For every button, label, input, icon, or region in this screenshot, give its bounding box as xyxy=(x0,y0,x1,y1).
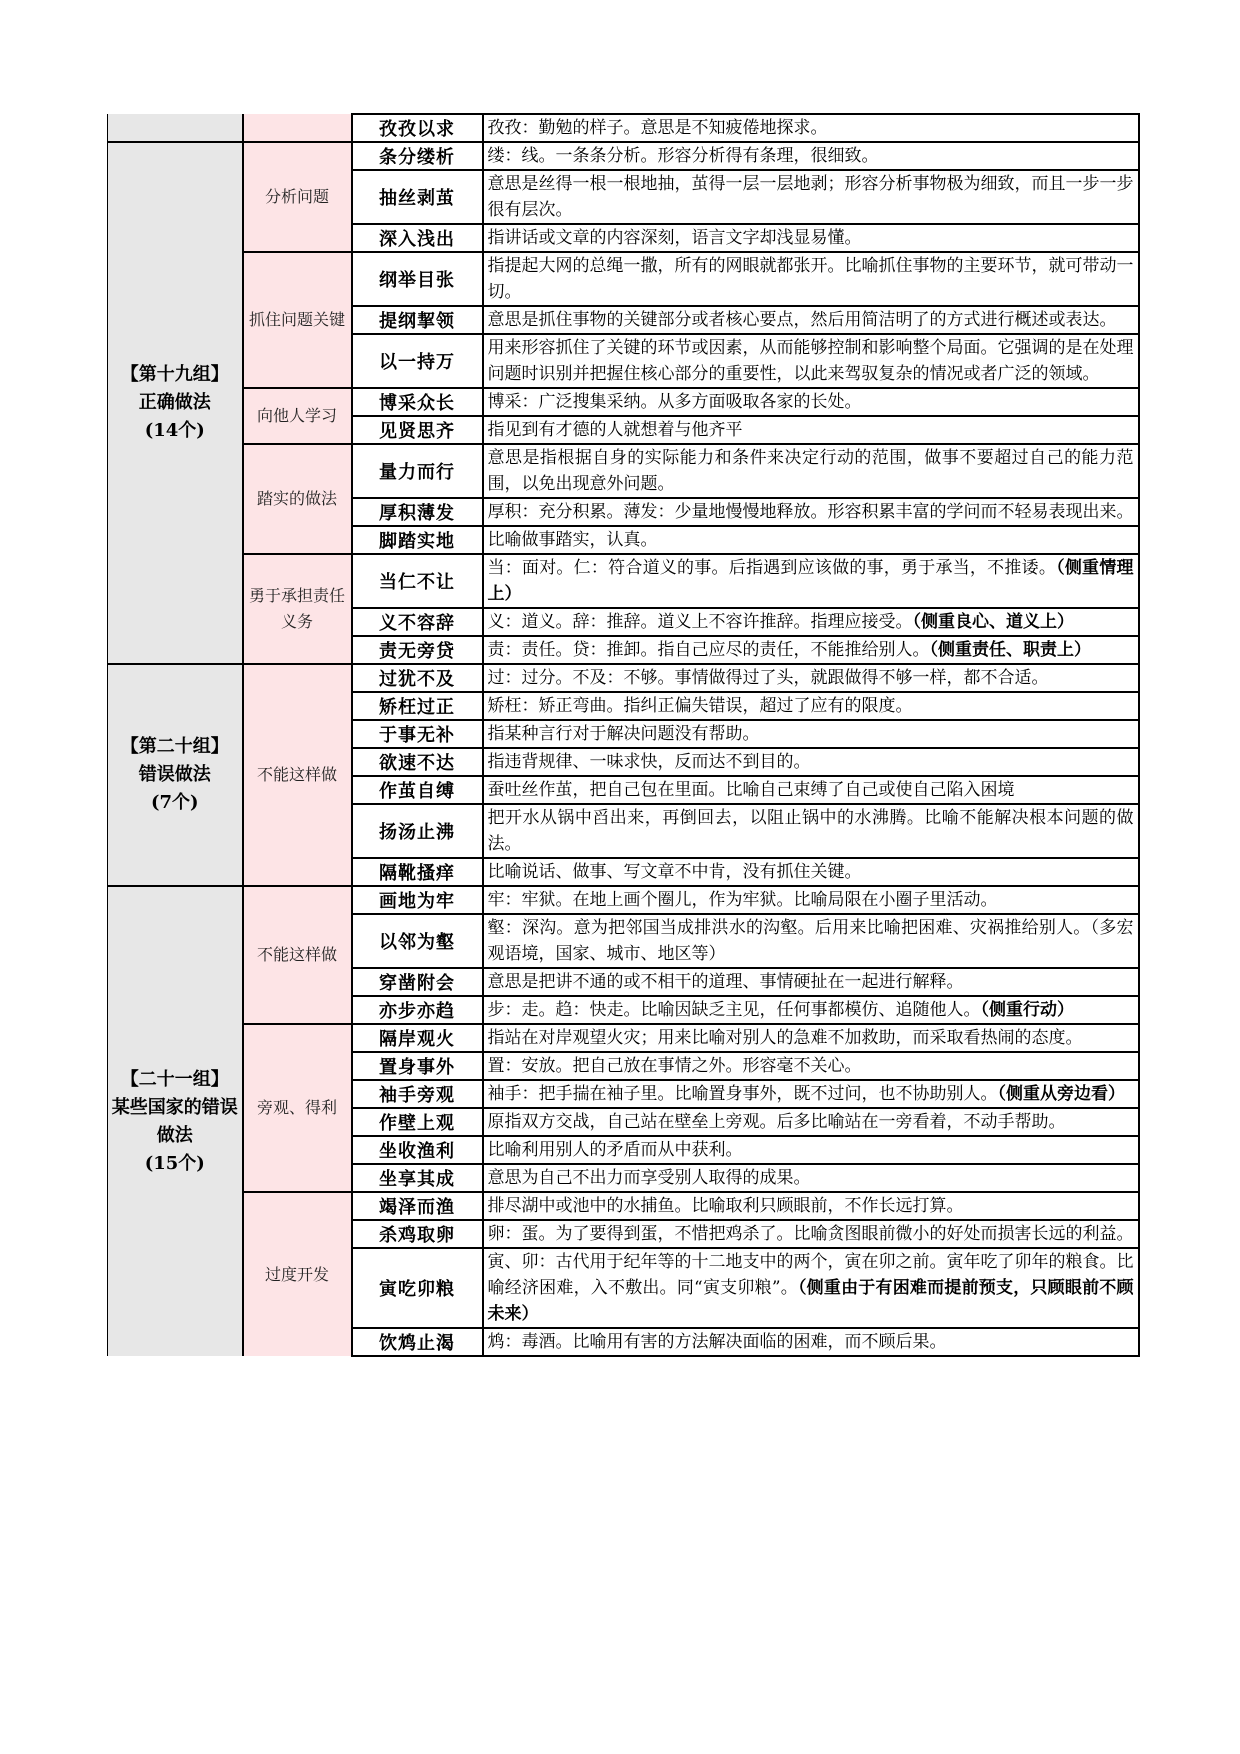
description-cell xyxy=(483,498,1139,526)
group-count: (15个) xyxy=(144,1152,205,1174)
group-cell xyxy=(108,114,243,142)
idiom-cell: 置身事外 xyxy=(352,1052,483,1080)
description-text: 比喻说话、做事、写文章不中肯，没有抓住关键。 xyxy=(487,862,862,882)
description-text: 袖手：把手揣在袖子里。比喻置身事外，既不过问，也不协助别人。 xyxy=(487,1084,998,1104)
description-text: 寅、卯：古代用于纪年等的十二地支中的两个，寅在卯之前。寅年吃了卯年的粮食。比喻经济困难，入不敷出。同“寅支卯粮”。 xyxy=(487,1252,1134,1298)
subcategory-cell: 踏实的做法 xyxy=(243,444,352,554)
idiom-cell: 量力而行 xyxy=(352,444,483,498)
idiom-cell: 于事无补 xyxy=(352,720,483,748)
idiom-cell: 孜孜以求 xyxy=(352,114,483,142)
description-text: 指某种言行对于解决问题没有帮助。 xyxy=(487,724,760,744)
description-cell xyxy=(483,968,1139,996)
description-cell xyxy=(483,608,1139,636)
description-cell xyxy=(483,334,1139,388)
description-cell xyxy=(483,388,1139,416)
idiom-cell: 亦步亦趋 xyxy=(352,996,483,1024)
description-text: 蚕吐丝作茧，把自己包在里面。比喻自己束缚了自己或使自己陷入困境 xyxy=(487,780,1015,800)
description-cell xyxy=(483,416,1139,444)
description-cell xyxy=(483,776,1139,804)
description-cell xyxy=(483,1164,1139,1192)
idiom-cell: 寅吃卯粮 xyxy=(352,1248,483,1328)
description-text: 指见到有才德的人就想着与他齐平 xyxy=(487,420,743,440)
subcategory-cell: 旁观、得利 xyxy=(243,1024,352,1192)
idiom-cell: 博采众长 xyxy=(352,388,483,416)
description-cell xyxy=(483,914,1139,968)
description-text: 比喻做事踏实，认真。 xyxy=(487,530,658,550)
table-row xyxy=(108,444,1139,498)
table-row xyxy=(108,114,1139,142)
description-text: 指讲话或文章的内容深刻，语言文字却浅显易懂。 xyxy=(487,228,862,248)
description-cell xyxy=(483,996,1139,1024)
group-title: 【第二十组】 xyxy=(120,736,229,757)
description-emphasis: （侧重由于有困难而提前预支，只顾眼前不顾未来） xyxy=(487,1278,1134,1324)
description-text: 鸩：毒酒。比喻用有害的方法解决面临的困难，而不顾后果。 xyxy=(487,1332,947,1352)
idiom-table-body xyxy=(108,114,1139,1356)
description-text: 步：走。趋：快走。比喻因缺乏主见，任何事都模仿、追随他人。 xyxy=(487,1000,981,1020)
description-cell xyxy=(483,886,1139,914)
table-row xyxy=(108,1024,1139,1052)
idiom-cell: 见贤思齐 xyxy=(352,416,483,444)
description-emphasis: （侧重情理上） xyxy=(487,558,1134,604)
description-cell xyxy=(483,804,1139,858)
description-text: 意思是抓住事物的关键部分或者核心要点，然后用简洁明了的方式进行概述或表达。 xyxy=(487,310,1117,330)
idiom-cell: 纲举目张 xyxy=(352,252,483,306)
group-count: (7个) xyxy=(150,792,199,813)
description-cell xyxy=(483,1328,1139,1356)
idiom-cell: 条分缕析 xyxy=(352,142,483,170)
description-text: 厚积：充分积累。薄发：少量地慢慢地释放。形容积累丰富的学问而不轻易表现出来。 xyxy=(487,502,1134,522)
idiom-cell: 过犹不及 xyxy=(352,664,483,692)
subcategory-cell: 不能这样做 xyxy=(243,886,352,1024)
description-cell xyxy=(483,1108,1139,1136)
group-cell xyxy=(108,886,243,1356)
subcategory-cell: 过度开发 xyxy=(243,1192,352,1356)
description-text: 置：安放。把自己放在事情之外。形容毫不关心。 xyxy=(487,1056,862,1076)
description-text: 用来形容抓住了关键的环节或因素，从而能够控制和影响整个局面。它强调的是在处理问题时识别并把握住核心部分的重要性，以此来驾驭复杂的情况或者广泛的领域。 xyxy=(487,338,1134,384)
description-cell xyxy=(483,224,1139,252)
description-text: 原指双方交战，自己站在壁垒上旁观。后多比喻站在一旁看着，不动手帮助。 xyxy=(487,1112,1066,1132)
subcategory-cell: 不能这样做 xyxy=(243,664,352,886)
description-text: 把开水从锅中舀出来，再倒回去，以阻止锅中的水沸腾。比喻不能解决根本问题的做法。 xyxy=(487,808,1134,854)
description-emphasis: （侧重良心、道义上） xyxy=(912,612,1074,632)
idiom-cell: 扬汤止沸 xyxy=(352,804,483,858)
idiom-cell: 当仁不让 xyxy=(352,554,483,608)
group-title: 【二十一组】 xyxy=(120,1068,229,1090)
description-cell xyxy=(483,1192,1139,1220)
description-cell xyxy=(483,664,1139,692)
description-emphasis: （侧重从旁边看） xyxy=(997,1084,1125,1104)
idiom-cell: 作茧自缚 xyxy=(352,776,483,804)
subcategory-cell: 分析问题 xyxy=(243,142,352,252)
description-cell xyxy=(483,114,1139,142)
idiom-cell: 坐享其成 xyxy=(352,1164,483,1192)
description-text: 责：责任。贷：推卸。指自己应尽的责任，不能推给别人。 xyxy=(487,640,930,660)
description-text: 意思是把讲不通的或不相干的道理、事情硬扯在一起进行解释。 xyxy=(487,972,964,992)
table-row xyxy=(108,142,1139,170)
description-cell xyxy=(483,306,1139,334)
idiom-cell: 矫枉过正 xyxy=(352,692,483,720)
description-cell xyxy=(483,858,1139,886)
table-row xyxy=(108,554,1139,608)
idiom-cell: 欲速不达 xyxy=(352,748,483,776)
description-text: 指提起大网的总绳一撒，所有的网眼就都张开。比喻抓住事物的主要环节，就可带动一切。 xyxy=(487,256,1134,302)
group-name: 错误做法 xyxy=(138,764,211,785)
description-text: 意思为自己不出力而享受别人取得的成果。 xyxy=(487,1168,811,1188)
table-row xyxy=(108,664,1139,692)
description-cell xyxy=(483,554,1139,608)
group-cell xyxy=(108,664,243,886)
description-cell xyxy=(483,170,1139,224)
description-cell xyxy=(483,1024,1139,1052)
description-text: 比喻利用别人的矛盾而从中获利。 xyxy=(487,1140,743,1160)
table-row xyxy=(108,252,1139,306)
idiom-table xyxy=(107,113,1140,1357)
idiom-cell: 饮鸩止渴 xyxy=(352,1328,483,1356)
idiom-cell: 抽丝剥茧 xyxy=(352,170,483,224)
idiom-cell: 竭泽而渔 xyxy=(352,1192,483,1220)
description-text: 指站在对岸观望火灾；用来比喻对别人的急难不加救助，而采取看热闹的态度。 xyxy=(487,1028,1083,1048)
description-text: 过：过分。不及：不够。事情做得过了头，就跟做得不够一样，都不合适。 xyxy=(487,668,1049,688)
description-cell xyxy=(483,444,1139,498)
subcategory-cell: 抓住问题关键 xyxy=(243,252,352,388)
idiom-cell: 隔岸观火 xyxy=(352,1024,483,1052)
idiom-cell: 义不容辞 xyxy=(352,608,483,636)
description-cell xyxy=(483,1052,1139,1080)
group-name: 某些国家的错误做法 xyxy=(111,1096,238,1146)
description-text: 缕：线。一条条分析。形容分析得有条理，很细致。 xyxy=(487,146,879,166)
description-emphasis: （侧重责任、职责上） xyxy=(929,640,1091,660)
idiom-cell: 脚踏实地 xyxy=(352,526,483,554)
description-text: 矫枉：矫正弯曲。指纠正偏失错误，超过了应有的限度。 xyxy=(487,696,913,716)
group-name: 正确做法 xyxy=(138,392,211,413)
description-cell xyxy=(483,1248,1139,1328)
description-text: 指违背规律、一味求快，反而达不到目的。 xyxy=(487,752,811,772)
idiom-cell: 画地为牢 xyxy=(352,886,483,914)
subcategory-cell: 向他人学习 xyxy=(243,388,352,444)
description-text: 意思是丝得一根一根地抽，茧得一层一层地剥；形容分析事物极为细致，而且一步一步很有层次。 xyxy=(487,174,1134,220)
group-count: (14个) xyxy=(144,420,205,441)
idiom-cell: 作壁上观 xyxy=(352,1108,483,1136)
group-title: 【第十九组】 xyxy=(120,364,229,385)
idiom-cell: 袖手旁观 xyxy=(352,1080,483,1108)
description-cell xyxy=(483,1136,1139,1164)
subcategory-cell xyxy=(243,114,352,142)
idiom-cell: 穿凿附会 xyxy=(352,968,483,996)
description-cell xyxy=(483,142,1139,170)
description-cell xyxy=(483,636,1139,664)
description-emphasis: （侧重行动） xyxy=(980,1000,1074,1020)
description-text: 博采：广泛搜集采纳。从多方面吸取各家的长处。 xyxy=(487,392,862,412)
description-cell xyxy=(483,748,1139,776)
description-text: 排尽湖中或池中的水捕鱼。比喻取利只顾眼前，不作长远打算。 xyxy=(487,1196,964,1216)
description-cell xyxy=(483,692,1139,720)
idiom-cell: 以邻为壑 xyxy=(352,914,483,968)
description-cell xyxy=(483,1220,1139,1248)
description-cell xyxy=(483,1080,1139,1108)
table-row xyxy=(108,886,1139,914)
description-text: 孜孜：勤勉的样子。意思是不知疲倦地探求。 xyxy=(487,118,828,138)
description-text: 卵：蛋。为了要得到蛋，不惜把鸡杀了。比喻贪图眼前微小的好处而损害长远的利益。 xyxy=(487,1224,1134,1244)
idiom-cell: 责无旁贷 xyxy=(352,636,483,664)
description-cell xyxy=(483,720,1139,748)
idiom-cell: 坐收渔利 xyxy=(352,1136,483,1164)
idiom-cell: 隔靴搔痒 xyxy=(352,858,483,886)
description-text: 壑：深沟。意为把邻国当成排洪水的沟壑。后用来比喻把困难、灾祸推给别人。（多宏观语境，国家、城市、地区等） xyxy=(487,918,1134,964)
table-row xyxy=(108,388,1139,416)
description-cell xyxy=(483,526,1139,554)
idiom-cell: 厚积薄发 xyxy=(352,498,483,526)
idiom-cell: 提纲挈领 xyxy=(352,306,483,334)
table-row xyxy=(108,1192,1139,1220)
description-text: 当：面对。仁：符合道义的事。后指遇到应该做的事，勇于承当，不推诿。 xyxy=(487,558,1057,578)
idiom-cell: 以一持万 xyxy=(352,334,483,388)
idiom-cell: 杀鸡取卵 xyxy=(352,1220,483,1248)
subcategory-cell: 勇于承担责任义务 xyxy=(243,554,352,664)
description-text: 意思是指根据自身的实际能力和条件来决定行动的范围，做事不要超过自己的能力范围，以免出现意外问题。 xyxy=(487,448,1134,494)
description-cell xyxy=(483,252,1139,306)
description-text: 义：道义。辞：推辞。道义上不容许推辞。指理应接受。 xyxy=(487,612,913,632)
idiom-cell: 深入浅出 xyxy=(352,224,483,252)
group-cell xyxy=(108,142,243,664)
description-text: 牢：牢狱。在地上画个圈儿，作为牢狱。比喻局限在小圈子里活动。 xyxy=(487,890,998,910)
